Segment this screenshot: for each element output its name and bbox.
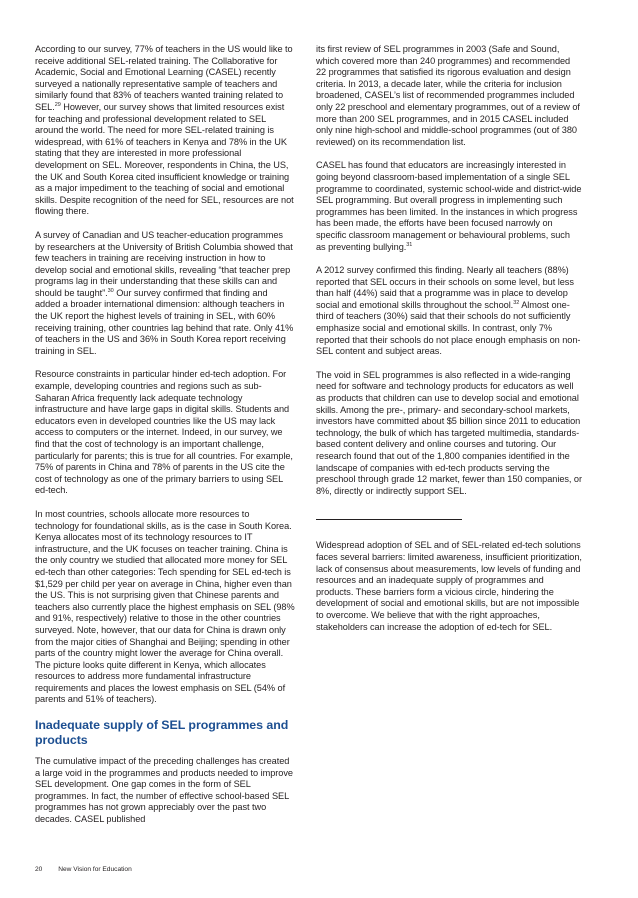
paragraph: According to our survey, 77% of teachers in the US would like to receive additional SEL-related training. The Collaborative for Academic, Social and Emotional Learning (CASEL) recently surveyed a nationally representative sample of teachers and similarly found that 83% of teachers wanted training related to SEL.$^{29}$ However, our survey shows that limited resources exist for teaching and professional development related to SEL around the world. The need for more SEL-related training is widespread, with 61% of teachers in Kenya and 78% in the UK stating that they are interested in more professional development on SEL. Moreover, respondents in China, the US, the UK and South Korea cited insufficient knowledge or training as a major impediment to the teaching of social and emotional skills. Despite recognition of the need for SEL, resources are not flowing there. — [35, 44, 294, 217]
right-column — [316, 44, 582, 645]
footnote-ref[interactable]: 30 — [107, 287, 114, 294]
paragraph: its first review of SEL programmes in 2003 (Safe and Sound, which covered more than 240 programmes) and recommended 22 programmes that satisfied its rigorous evaluation and design criteria. In 2013, a decade later, while the criteria for inclusion broadened, CASEL’s list of recommended programmes included only 22 preschool and elementary programmes, out of a review of more than 200 SEL programmes, and in 2015 CASEL included only nine high-school and middle-school programmes (out of 380 reviewed) on its recommendation list. — [316, 44, 580, 147]
left-column — [35, 44, 295, 838]
footnote-ref[interactable]: 29 — [54, 101, 61, 108]
paragraph: Resource constraints in particular hinder ed-tech adoption. For example, developing countries and regions such as sub-Saharan Africa frequently lack adequate technology infrastructure and have large gaps in digital skills. Students and educators even in developed countries like the US may lack access to computers or the internet. Indeed, in our survey, we find that the cost of technology is an important challenge, particularly for parents; this is true for all countries. For example, 75% of parents in China and 78% of parents in the US cite the cost of technology as one of the primary barriers to using SEL ed-tech. — [35, 369, 293, 496]
paragraph: The cumulative impact of the preceding challenges has created a large void in the programmes and products needed to improve SEL development. One gap comes in the form of SEL programmes. In fact, the number of effective school-based SEL programmes has not grown appreciably over the past two decades. CASEL published — [35, 756, 293, 825]
paragraph: In most countries, schools allocate more resources to technology for foundational skills, as is the case in South Korea. Kenya allocates most of its technology resources to IT infrastructure, and the UK focuses on teacher training. China is the only country we studied that allocated more money for SEL ed-tech than other categories: Tech spending for SEL ed-tech is $1,529 per child per year on average in China, higher even than the US. This is not surprising given that Chinese parents and teachers also currently place the highest emphasis on SEL (98% and 91%, respectively) relative to those in the other countries surveyed. Note, however, that our data for China is drawn only from the major cities of Shanghai and Beijing; spending in other parts of the country might lower the average for China overall. The picture looks quite different in Kenya, which allocates resources to address more fundamental infrastructure requirements and places the lowest emphasis on SEL (54% of parents and 51% of teachers). — [35, 508, 295, 705]
paragraph: The void in SEL programmes is also reflected in a wide-ranging need for software and technology products for educators as well as products that children can use to develop social and emotional skills. Among the pre-, primary- and secondary-school markets, investors have committed about $5 billion since 2011 to education technology, the bulk of which has targeted multimedia, standards-based content delivery and online courses and tutoring. Our research found that out of the 1,800 companies identified in the landscape of companies with ed-tech products serving the preschool through grade 12 market, fewer than 150 companies, or 8%, directly or indirectly support SEL. — [316, 369, 582, 496]
paragraph: CASEL has found that educators are increasingly interested in going beyond classroom-based implementation of a single SEL programme to coordinated, systemic school-wide and district-wide SEL programming. But overall progress in implementing such programmes has been limited. In the instances in which progress has been made, the efforts have been focused narrowly on specific classroom management or behavioural problems, such as preventing bullying.$^{31}$ — [316, 160, 582, 252]
page-number: 20 — [35, 866, 43, 873]
divider — [316, 519, 462, 520]
paragraph: A 2012 survey confirmed this finding. Nearly all teachers (88%) reported that SEL occurs in their schools on some level, but less than half (44%) said that a programme was in place to develop social and emotional skills throughout the school.$^{32}$ Almost one-third of teachers (30%) said that their schools do not sufficiently emphasize social and emotional skills. In contrast, only 7% reported that their schools do not place enough emphasis on non-SEL content and subject areas. — [316, 265, 581, 357]
footnote-ref[interactable]: 31 — [406, 241, 413, 248]
section-heading: Inadequate supply of SEL programmes and products — [35, 718, 289, 748]
footnote-ref[interactable]: 32 — [513, 299, 520, 306]
publication-title: New Vision for Education — [58, 866, 132, 873]
paragraph: A survey of Canadian and US teacher-education programmes by researchers at the University of British Columbia showed that few teachers in training are receiving instruction in how to develop social and emotional skills, revealing “that teacher prep programs lag in their understanding that these skills can and should be taught”.$^{30}$ Our survey confirmed that finding and added a broader international dimension: although teachers in the UK report the highest levels of training in SEL, with 60% receiving training, other countries lag behind that rate. Only 41% of teachers in the US and 36% in South Korea report receiving training in SEL. — [35, 229, 294, 356]
page-footer — [35, 866, 132, 873]
paragraph: Widespread adoption of SEL and of SEL-related ed-tech solutions faces several barriers: limited awareness, insufficient prioritization, lack of consensus about measurements, low levels of funding and resources and an inadequate supply of programmes and products. These barriers form a vicious circle, hindering the development of social and emotional skills, but are not impossible to overcome. We believe that with the right approaches, stakeholders can increase the adoption of ed-tech for SEL. — [316, 540, 582, 632]
